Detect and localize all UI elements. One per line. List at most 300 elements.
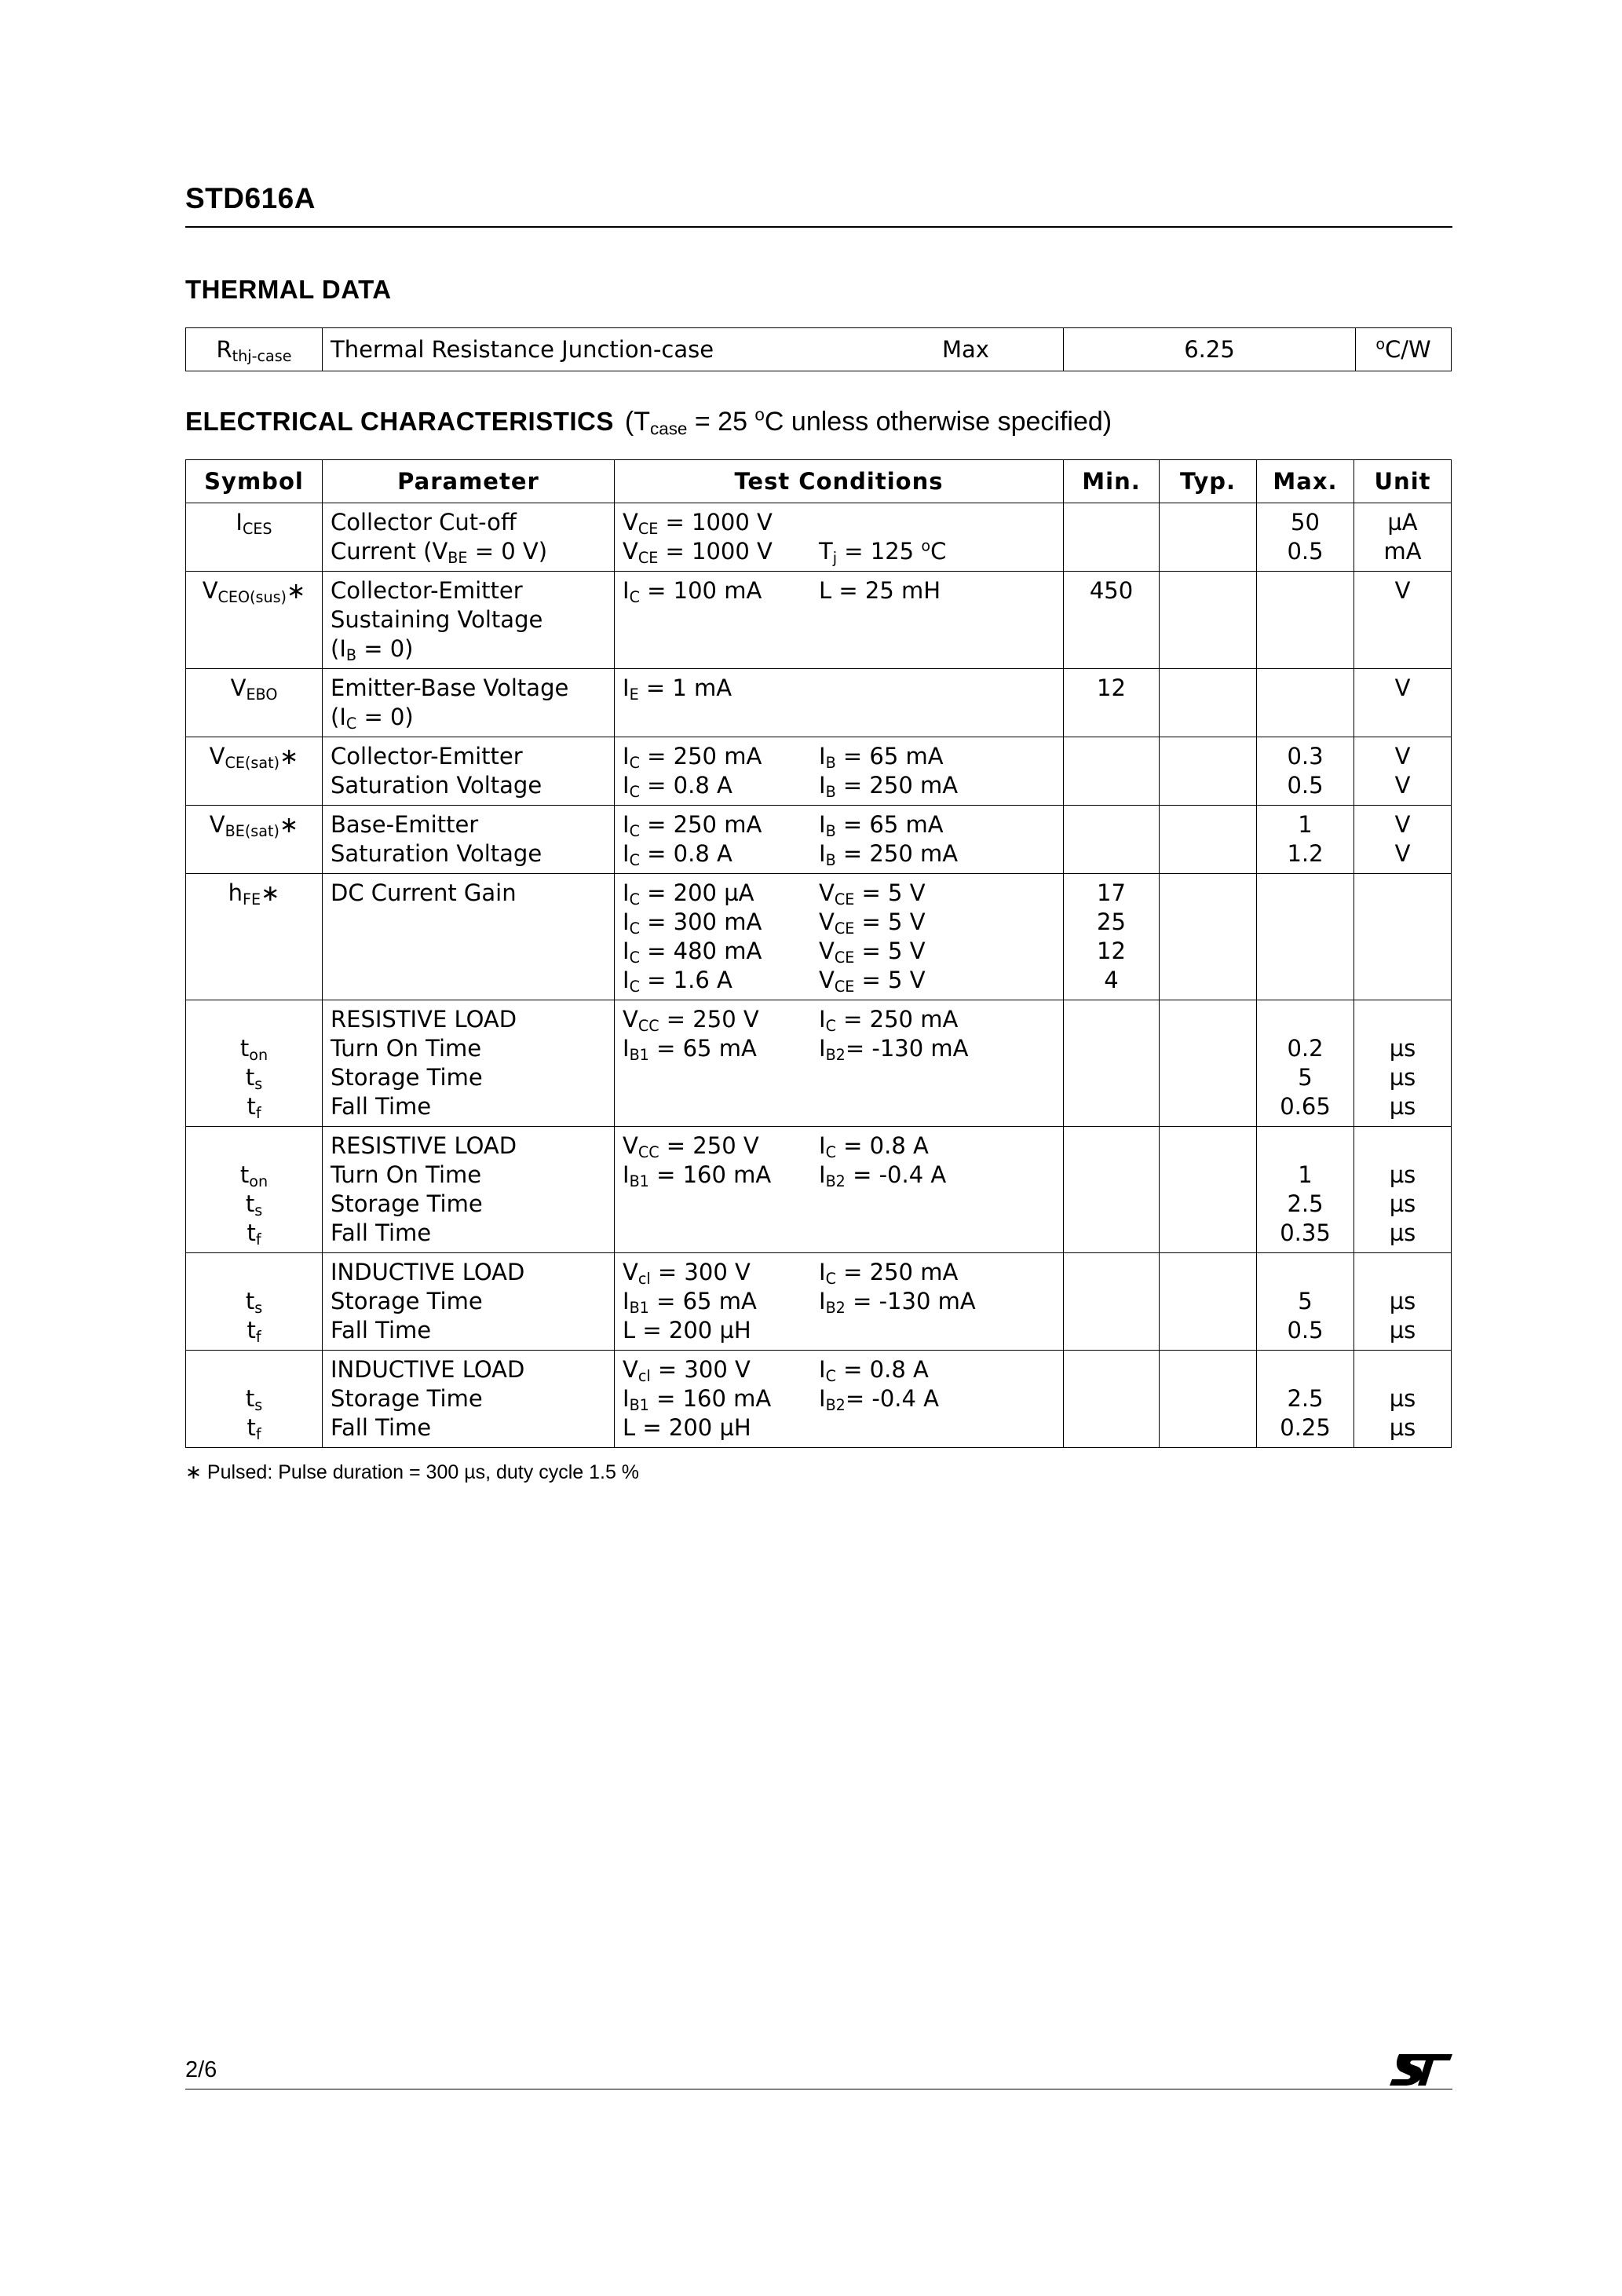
max-cell-line: 0.35	[1280, 1219, 1331, 1246]
condition-line	[623, 742, 1063, 771]
typ-cell	[1160, 806, 1257, 874]
min-cell	[1064, 737, 1160, 806]
parameter-cell-line: $(I_C = 0)$	[331, 704, 414, 733]
max-cell-line	[1257, 937, 1353, 966]
test-conditions-cell	[615, 1351, 1064, 1448]
typ-cell-line	[1160, 771, 1256, 800]
page-number: 2/6	[185, 2057, 217, 2082]
header-unit: Unit	[1354, 460, 1452, 503]
parameter-cell	[323, 1253, 615, 1351]
test-conditions-cell	[615, 1127, 1064, 1253]
parameter-cell	[323, 874, 615, 1000]
max-cell	[1257, 1351, 1354, 1448]
condition-b: $I_B = 250$ mA	[819, 772, 959, 801]
max-cell-line: 50	[1291, 509, 1320, 536]
min-cell-line	[1064, 810, 1159, 839]
thermal-data-title: THERMAL DATA	[185, 275, 392, 304]
header-test-conditions: Test Conditions	[615, 460, 1064, 503]
header-typ: Typ.	[1160, 460, 1257, 503]
min-cell	[1064, 874, 1160, 1000]
unit-cell-line	[1354, 1355, 1451, 1384]
max-cell	[1257, 737, 1354, 806]
thermal-qualifier: Max	[942, 336, 989, 363]
unit-cell-line	[1354, 937, 1451, 966]
unit-cell-line: µs	[1389, 1219, 1416, 1246]
min-cell-line	[1064, 1005, 1159, 1034]
condition-line	[623, 1413, 1063, 1442]
max-cell-line: 0.5	[1287, 1317, 1324, 1344]
min-cell-line	[1064, 1092, 1159, 1121]
parameter-cell-line: Saturation Voltage	[331, 840, 542, 867]
electrical-table-body	[186, 503, 1452, 1448]
unit-cell-line: µs	[1389, 1064, 1416, 1091]
parameter-cell	[323, 1351, 615, 1448]
condition-b: $I_{B2} = -130$ mA	[819, 1288, 976, 1317]
typ-cell-line	[1160, 1258, 1256, 1287]
unit-cell-line: V	[1394, 811, 1411, 838]
min-cell	[1064, 503, 1160, 572]
unit-cell-line: µs	[1389, 1288, 1416, 1314]
condition-line	[623, 537, 1063, 566]
max-cell	[1257, 1000, 1354, 1127]
condition-line	[623, 1258, 1063, 1287]
parameter-cell-line: INDUCTIVE LOAD	[331, 1259, 525, 1285]
parameter-cell-line: Storage Time	[331, 1190, 483, 1217]
condition-line	[623, 1316, 1063, 1345]
max-cell	[1257, 806, 1354, 874]
max-cell-line: 0.65	[1280, 1093, 1331, 1120]
min-cell	[1064, 572, 1160, 669]
typ-cell-line	[1160, 1005, 1256, 1034]
min-cell	[1064, 1000, 1160, 1127]
max-cell-line: 1	[1298, 1161, 1313, 1188]
symbol-cell	[186, 1253, 323, 1351]
symbol-cell-line: $t_{on}$	[239, 1035, 269, 1064]
unit-cell	[1354, 737, 1452, 806]
test-conditions-cell	[615, 874, 1064, 1000]
symbol-cell-line: $t_{on}$	[239, 1161, 269, 1190]
typ-cell	[1160, 1253, 1257, 1351]
test-conditions-cell	[615, 1000, 1064, 1127]
parameter-cell-line: Storage Time	[331, 1385, 483, 1412]
min-cell-line: 12	[1097, 938, 1126, 964]
condition-line	[623, 810, 1063, 839]
unit-cell-line: µs	[1389, 1035, 1416, 1062]
table-row	[186, 1127, 1452, 1253]
typ-cell-line	[1160, 674, 1256, 703]
test-conditions-cell	[615, 503, 1064, 572]
header-parameter: Parameter	[323, 460, 615, 503]
condition-a: $V_{CE} = 1000$ V	[623, 538, 773, 567]
typ-cell-line	[1160, 742, 1256, 771]
min-cell-line: 4	[1104, 967, 1119, 993]
condition-line	[623, 1034, 1063, 1063]
unit-cell	[1354, 1127, 1452, 1253]
max-cell	[1257, 572, 1354, 669]
condition-b: $I_C = 250$ mA	[819, 1259, 959, 1288]
max-cell	[1257, 503, 1354, 572]
condition-line	[623, 1161, 1063, 1190]
condition-line	[623, 839, 1063, 868]
typ-cell	[1160, 737, 1257, 806]
parameter-cell-line: Collector Cut-off	[331, 509, 517, 536]
thermal-symbol: $R_{thj-case}$	[186, 328, 323, 371]
symbol-cell-line: $t_s$	[245, 1385, 263, 1414]
min-cell-line	[1064, 1190, 1159, 1219]
max-cell-line: 1.2	[1287, 840, 1324, 867]
table-row	[186, 737, 1452, 806]
unit-cell	[1354, 669, 1452, 737]
unit-cell-line: µs	[1389, 1093, 1416, 1120]
min-cell-line	[1064, 537, 1159, 566]
condition-b: $V_{CE} = 5$ V	[819, 879, 926, 909]
typ-cell-line	[1160, 1384, 1256, 1413]
unit-cell-line: µs	[1389, 1161, 1416, 1188]
parameter-cell-line: Turn On Time	[331, 1035, 482, 1062]
st-logo-icon	[1388, 2053, 1454, 2087]
min-cell-line: 25	[1097, 909, 1126, 935]
unit-cell-line	[1354, 1005, 1451, 1034]
parameter-cell-line: Storage Time	[331, 1064, 483, 1091]
symbol-cell-line: $t_f$	[247, 1219, 261, 1249]
thermal-value: 6.25	[1064, 328, 1356, 371]
condition-line	[623, 771, 1063, 800]
symbol-cell-line: $V_{BE(sat)}∗$	[209, 811, 299, 840]
table-row	[186, 874, 1452, 1000]
max-cell-line: 0.3	[1287, 743, 1324, 770]
parameter-cell-line: Fall Time	[331, 1414, 432, 1441]
typ-cell-line	[1160, 1161, 1256, 1190]
typ-cell-line	[1160, 1034, 1256, 1063]
condition-a: $I_C = 250$ mA	[623, 743, 762, 772]
typ-cell	[1160, 1127, 1257, 1253]
min-cell-line	[1064, 1034, 1159, 1063]
typ-cell-line	[1160, 966, 1256, 995]
typ-cell	[1160, 669, 1257, 737]
max-cell-line	[1257, 1355, 1353, 1384]
condition-b: $T_j = 125$ $^o$C	[819, 536, 947, 567]
symbol-cell-line: $V_{EBO}$	[230, 675, 278, 704]
typ-cell	[1160, 874, 1257, 1000]
condition-line	[623, 1005, 1063, 1034]
typ-cell-line	[1160, 1190, 1256, 1219]
min-cell-line	[1064, 1413, 1159, 1442]
unit-cell-line: µs	[1389, 1414, 1416, 1441]
condition-a: $V_{cl} = 300$ V	[623, 1259, 751, 1288]
max-cell	[1257, 874, 1354, 1000]
max-cell-line	[1257, 576, 1353, 605]
typ-cell-line	[1160, 839, 1256, 868]
test-conditions-cell	[615, 806, 1064, 874]
table-row	[186, 1351, 1452, 1448]
condition-line	[623, 1132, 1063, 1161]
symbol-cell-line: $h_{FE}∗$	[228, 879, 280, 909]
unit-cell-line	[1354, 1258, 1451, 1287]
parameter-cell-line: Current ($V_{BE} = 0$ V)	[331, 538, 548, 567]
thermal-data-table	[185, 327, 1452, 371]
unit-cell	[1354, 503, 1452, 572]
unit-cell	[1354, 1351, 1452, 1448]
parameter-cell-line: Fall Time	[331, 1219, 432, 1246]
max-cell-line	[1257, 1005, 1353, 1034]
unit-cell-line: V	[1394, 675, 1411, 701]
condition-a: $I_{B1} = 160$ mA	[623, 1385, 772, 1414]
symbol-cell	[186, 1127, 323, 1253]
condition-a: $V_{CC} = 250$ V	[623, 1006, 759, 1035]
thermal-unit: $^o$C/W	[1356, 328, 1452, 371]
condition-a: $I_C = 480$ mA	[623, 938, 762, 967]
typ-cell	[1160, 1000, 1257, 1127]
condition-b: $V_{CE} = 5$ V	[819, 967, 926, 996]
typ-cell	[1160, 503, 1257, 572]
typ-cell-line	[1160, 1316, 1256, 1345]
symbol-cell-line: $t_f$	[247, 1414, 261, 1443]
max-cell-line: 0.2	[1287, 1035, 1324, 1062]
parameter-cell-line: RESISTIVE LOAD	[331, 1006, 517, 1033]
parameter-cell-line: Saturation Voltage	[331, 772, 542, 799]
thermal-parameter-cell	[323, 328, 1064, 371]
condition-b: $I_B = 65$ mA	[819, 743, 944, 772]
typ-cell-line	[1160, 937, 1256, 966]
max-cell-line: 2.5	[1287, 1190, 1324, 1217]
condition-b: L = 25 mH	[819, 577, 941, 604]
electrical-characteristics-title: ELECTRICAL CHARACTERISTICS ($T_{case} = 25$ $^o$C unless otherwise specified)	[185, 404, 1112, 439]
unit-cell-line	[1354, 966, 1451, 995]
condition-line	[623, 1384, 1063, 1413]
min-cell-line	[1064, 1132, 1159, 1161]
min-cell-line	[1064, 1258, 1159, 1287]
symbol-cell	[186, 806, 323, 874]
unit-cell-line: µs	[1389, 1385, 1416, 1412]
unit-cell-line: mA	[1383, 538, 1422, 565]
min-cell-line: 17	[1097, 879, 1126, 906]
table-row	[186, 669, 1452, 737]
parameter-cell-line: INDUCTIVE LOAD	[331, 1356, 525, 1383]
min-cell-line	[1064, 1219, 1159, 1248]
symbol-cell-line	[186, 1005, 322, 1034]
condition-b: $I_{B2}= -0.4$ A	[819, 1385, 940, 1414]
condition-a: $I_C = 200$ µA	[623, 879, 754, 909]
header-rule	[185, 226, 1452, 228]
parameter-cell	[323, 669, 615, 737]
condition-a: $I_C = 0.8$ A	[623, 840, 732, 869]
symbol-cell-line	[186, 1355, 322, 1384]
condition-a: $I_C = 250$ mA	[623, 811, 762, 840]
typ-cell-line	[1160, 537, 1256, 566]
table-row	[186, 1253, 1452, 1351]
condition-b: $I_C = 250$ mA	[819, 1006, 959, 1035]
unit-cell	[1354, 1253, 1452, 1351]
max-cell-line	[1257, 966, 1353, 995]
parameter-cell	[323, 737, 615, 806]
electrical-characteristics-table	[185, 459, 1452, 1448]
unit-cell	[1354, 874, 1452, 1000]
condition-line	[623, 879, 1063, 908]
typ-cell-line	[1160, 576, 1256, 605]
unit-cell	[1354, 806, 1452, 874]
condition-b: $I_C = 0.8$ A	[819, 1132, 929, 1161]
symbol-cell-line: $t_s$	[245, 1064, 263, 1093]
max-cell-line: 1	[1298, 811, 1313, 838]
condition-line	[623, 908, 1063, 937]
symbol-cell-line: $V_{CEO(sus)}∗$	[202, 577, 306, 606]
condition-line	[623, 1355, 1063, 1384]
max-cell-line	[1257, 1258, 1353, 1287]
condition-line	[623, 1287, 1063, 1316]
min-cell-line	[1064, 1063, 1159, 1092]
symbol-cell-line: $t_f$	[247, 1317, 261, 1346]
condition-a: $I_C = 300$ mA	[623, 909, 762, 938]
condition-a: $V_{CE} = 1000$ V	[623, 509, 773, 538]
test-conditions-cell	[615, 737, 1064, 806]
min-cell-line	[1064, 508, 1159, 537]
min-cell-line	[1064, 1287, 1159, 1316]
typ-cell-line	[1160, 908, 1256, 937]
condition-b: $V_{CE} = 5$ V	[819, 909, 926, 938]
condition-a: L = 200 µH	[623, 1317, 751, 1344]
condition-a: $I_C = 100$ mA	[623, 577, 762, 606]
test-conditions-cell	[615, 572, 1064, 669]
max-cell-line: 5	[1298, 1064, 1313, 1091]
thermal-row	[186, 328, 1452, 371]
min-cell-line	[1064, 839, 1159, 868]
unit-cell-line: V	[1394, 772, 1411, 799]
unit-cell	[1354, 1000, 1452, 1127]
max-cell-line: 0.5	[1287, 772, 1324, 799]
typ-cell-line	[1160, 1355, 1256, 1384]
max-cell-line	[1257, 674, 1353, 703]
min-cell	[1064, 1351, 1160, 1448]
min-cell-line	[1064, 1384, 1159, 1413]
table-row	[186, 1000, 1452, 1127]
min-cell-line	[1064, 1161, 1159, 1190]
condition-b: $I_C = 0.8$ A	[819, 1356, 929, 1385]
table-row	[186, 503, 1452, 572]
symbol-cell	[186, 1351, 323, 1448]
min-cell-line: 12	[1097, 675, 1126, 701]
max-cell-line: 0.5	[1287, 538, 1324, 565]
max-cell-line: 5	[1298, 1288, 1313, 1314]
part-number-title: STD616A	[185, 182, 316, 214]
condition-b: $I_B = 250$ mA	[819, 840, 959, 869]
typ-cell-line	[1160, 1132, 1256, 1161]
symbol-cell-line: $V_{CE(sat)}∗$	[209, 743, 299, 772]
min-cell	[1064, 1127, 1160, 1253]
parameter-cell-line: Emitter-Base Voltage	[331, 675, 569, 701]
condition-a: L = 200 µH	[623, 1414, 751, 1441]
symbol-cell-line	[186, 1258, 322, 1287]
symbol-cell	[186, 503, 323, 572]
typ-cell-line	[1160, 1219, 1256, 1248]
typ-cell-line	[1160, 810, 1256, 839]
condition-line	[623, 937, 1063, 966]
max-cell	[1257, 1253, 1354, 1351]
min-cell-line	[1064, 1316, 1159, 1345]
pulsed-footnote: ∗ Pulsed: Pulse duration = 300 µs, duty cycle 1.5 %	[185, 1461, 640, 1483]
condition-a: $V_{CC} = 250$ V	[623, 1132, 759, 1161]
test-conditions-cell	[615, 1253, 1064, 1351]
condition-b: $V_{CE} = 5$ V	[819, 938, 926, 967]
unit-cell-line	[1354, 908, 1451, 937]
condition-line	[623, 966, 1063, 995]
parameter-cell-line: Collector-Emitter	[331, 743, 523, 770]
parameter-cell-line: Turn On Time	[331, 1161, 482, 1188]
condition-a: $I_C = 0.8$ A	[623, 772, 732, 801]
parameter-cell-line: Base-Emitter	[331, 811, 479, 838]
symbol-cell-line: $t_s$	[245, 1288, 263, 1317]
condition-line	[623, 674, 1063, 703]
condition-a: $I_E = 1$ mA	[623, 675, 732, 704]
parameter-cell-line: DC Current Gain	[331, 879, 517, 906]
parameter-cell	[323, 1127, 615, 1253]
unit-cell	[1354, 572, 1452, 669]
test-conditions-cell	[615, 669, 1064, 737]
symbol-cell-line: $I_{CES}$	[236, 509, 272, 538]
condition-a: $V_{cl} = 300$ V	[623, 1356, 751, 1385]
symbol-cell	[186, 572, 323, 669]
table-row	[186, 806, 1452, 874]
header-min: Min.	[1064, 460, 1160, 503]
symbol-cell	[186, 669, 323, 737]
condition-a: $I_{B1} = 160$ mA	[623, 1161, 772, 1190]
typ-cell-line	[1160, 1063, 1256, 1092]
typ-cell	[1160, 572, 1257, 669]
parameter-cell	[323, 1000, 615, 1127]
unit-cell-line: V	[1394, 577, 1411, 604]
min-cell-line	[1064, 742, 1159, 771]
electrical-condition: ($T_{case} = 25$ $^o$C unless otherwise specified)	[624, 404, 1112, 439]
header-max: Max.	[1257, 460, 1354, 503]
thermal-parameter: Thermal Resistance Junction-case	[331, 336, 714, 363]
max-cell-line	[1257, 1132, 1353, 1161]
condition-b: $I_{B2} = -0.4$ A	[819, 1161, 947, 1190]
typ-cell	[1160, 1351, 1257, 1448]
condition-a: $I_C = 1.6$ A	[623, 967, 732, 996]
min-cell-line	[1064, 771, 1159, 800]
condition-a: $I_{B1} = 65$ mA	[623, 1035, 757, 1064]
parameter-cell-line: Fall Time	[331, 1093, 432, 1120]
max-cell-line: 0.25	[1280, 1414, 1331, 1441]
unit-cell-line: µs	[1389, 1190, 1416, 1217]
symbol-cell	[186, 737, 323, 806]
parameter-cell-line: Sustaining Voltage	[331, 606, 543, 633]
symbol-cell-line: $t_f$	[247, 1093, 261, 1122]
typ-cell-line	[1160, 508, 1256, 537]
typ-cell-line	[1160, 879, 1256, 908]
symbol-cell	[186, 1000, 323, 1127]
max-cell	[1257, 669, 1354, 737]
table-row	[186, 572, 1452, 669]
min-cell-line	[1064, 1355, 1159, 1384]
condition-line	[623, 576, 1063, 605]
max-cell-line	[1257, 879, 1353, 908]
typ-cell-line	[1160, 1092, 1256, 1121]
max-cell-line	[1257, 908, 1353, 937]
unit-cell-line: V	[1394, 840, 1411, 867]
parameter-cell-line: $(I_B = 0)$	[331, 635, 414, 664]
min-cell	[1064, 669, 1160, 737]
typ-cell-line	[1160, 1413, 1256, 1442]
condition-line	[623, 508, 1063, 537]
header-symbol: Symbol	[186, 460, 323, 503]
unit-cell-line	[1354, 1132, 1451, 1161]
min-cell-line: 450	[1089, 577, 1134, 604]
parameter-cell-line: Collector-Emitter	[331, 577, 523, 604]
symbol-cell	[186, 874, 323, 1000]
max-cell	[1257, 1127, 1354, 1253]
condition-a: $I_{B1} = 65$ mA	[623, 1288, 757, 1317]
parameter-cell	[323, 503, 615, 572]
